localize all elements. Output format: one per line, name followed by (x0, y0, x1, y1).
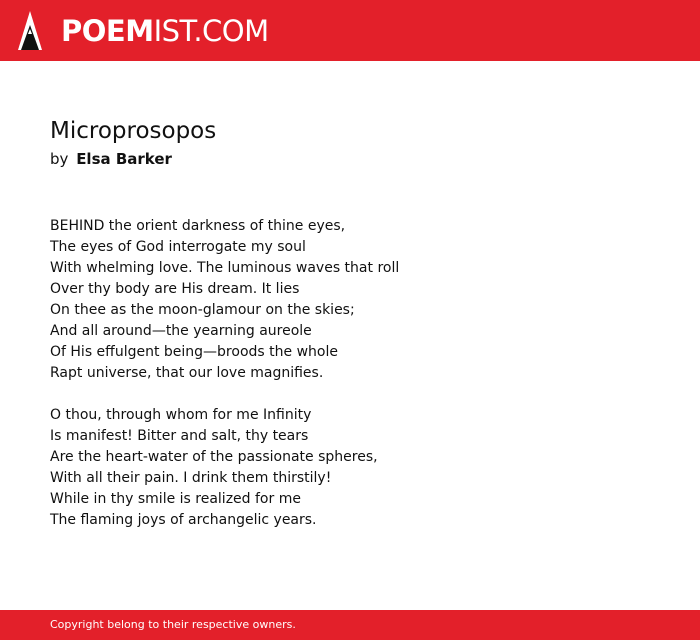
poem-line: And all around—the yearning aureole (50, 323, 312, 339)
poem-line: Over thy body are His dream. It lies (50, 281, 300, 297)
poem-stanza (50, 405, 650, 531)
site-logo-text (61, 13, 269, 48)
poem-line: The flaming joys of archangelic years. (50, 512, 317, 528)
poem-line: With whelming love. The luminous waves that roll (50, 260, 400, 276)
poem-line: With all their pain. I drink them thirstily! (50, 470, 332, 486)
poem-line: Are the heart-water of the passionate spheres, (50, 449, 378, 465)
logo-text-light: IST.COM (153, 13, 269, 48)
poem-line: The eyes of God interrogate my soul (50, 239, 306, 255)
poem-line: Rapt universe, that our love magnifies. (50, 365, 324, 381)
poem-stanza (50, 216, 650, 384)
poem-content (50, 116, 650, 531)
poem-line: Is manifest! Bitter and salt, thy tears (50, 428, 309, 444)
byline-by-label: by (50, 150, 69, 168)
site-header (0, 0, 700, 61)
poem-line: Of His effulgent being—broods the whole (50, 344, 338, 360)
poem-body (50, 216, 650, 531)
poem-byline (50, 148, 650, 170)
poem-line: O thou, through whom for me Infinity (50, 407, 312, 423)
logo-text-strong: POEM (61, 13, 154, 48)
poem-line: While in thy smile is realized for me (50, 491, 301, 507)
poem-line: BEHIND the orient darkness of thine eyes, (50, 218, 346, 234)
site-logo-link[interactable] (17, 9, 269, 53)
poem-title: Microprosopos (50, 118, 217, 144)
author-link[interactable]: Elsa Barker (76, 150, 172, 168)
poem-line: On thee as the moon-glamour on the skies; (50, 302, 355, 318)
copyright-text: Copyright belong to their respective owners. (50, 618, 296, 631)
site-footer (0, 610, 700, 640)
pencil-tip-icon (17, 10, 43, 52)
